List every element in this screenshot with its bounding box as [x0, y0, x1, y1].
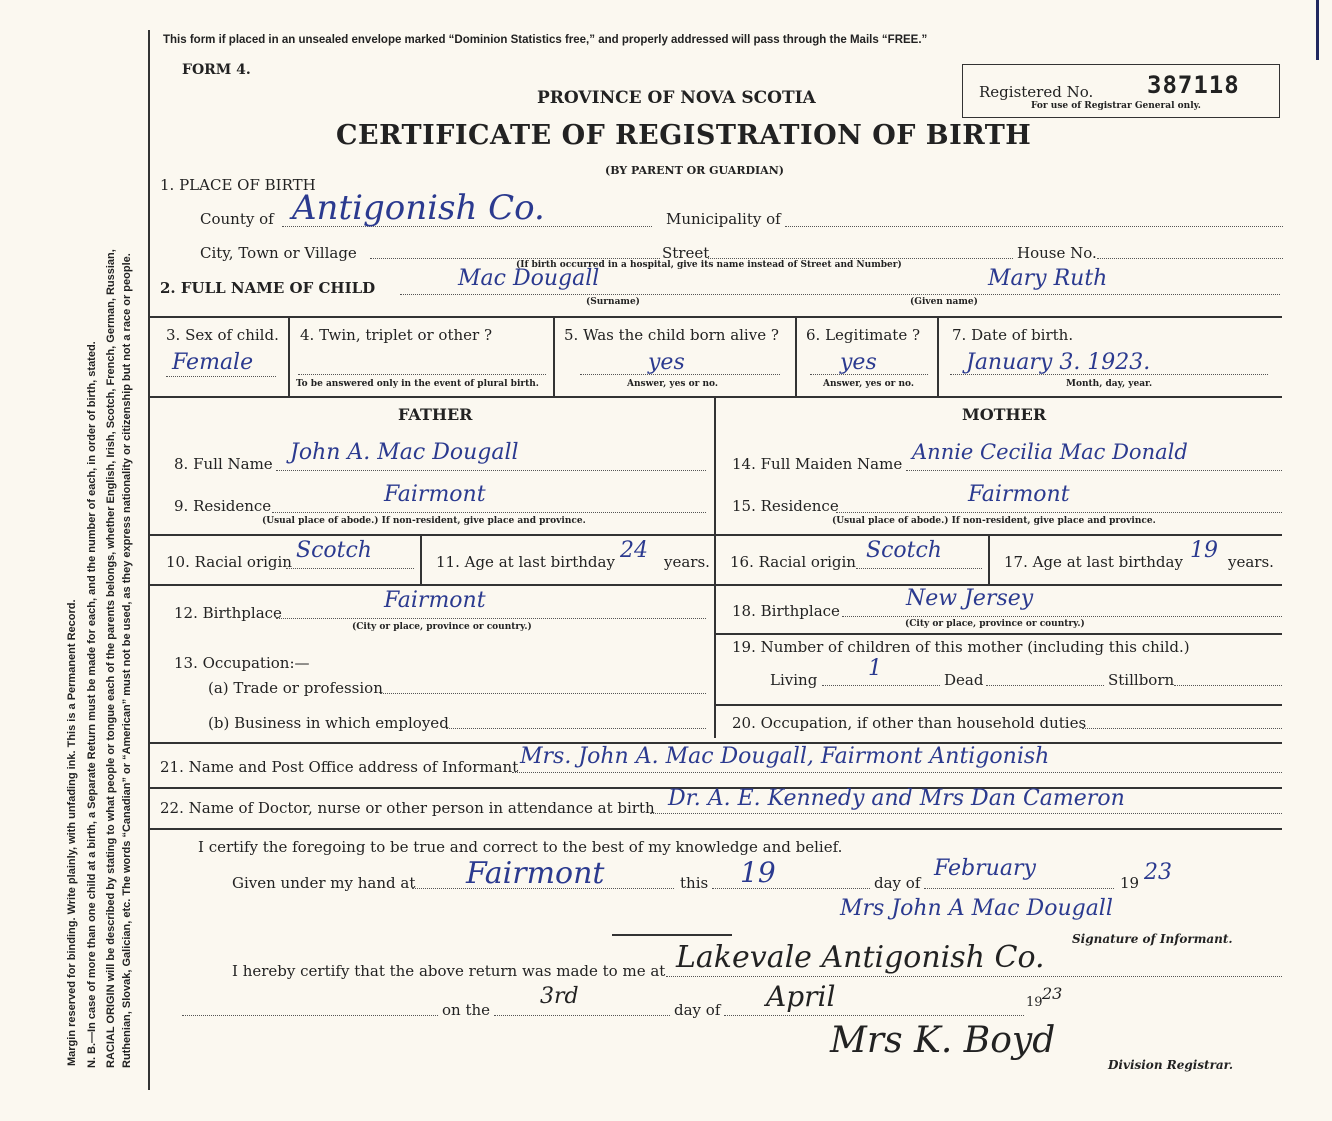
dead-line — [986, 685, 1104, 686]
margin-note: Margin reserved for binding. Write plainly, with unfading ink. This is a Permanent Record. — [66, 599, 78, 1066]
registered-number: 387118 — [1147, 71, 1240, 99]
father-residence-caption: (Usual place of abode.) If non-resident, give place and province. — [262, 516, 586, 526]
mother-age-value: 19 — [1190, 538, 1218, 563]
parents-divider — [714, 398, 716, 738]
sex-label: 3. Sex of child. — [166, 326, 279, 344]
municipality-line — [785, 226, 1283, 227]
city-line — [370, 258, 660, 259]
registrar-caption: Division Registrar. — [1108, 1058, 1234, 1072]
child-surname: Mac Dougall — [458, 266, 600, 291]
mother-residence-label: 15. Residence — [732, 497, 839, 515]
father-name-label: 8. Full Name — [174, 455, 273, 473]
given-caption: (Given name) — [910, 297, 978, 307]
page-subtitle: (BY PARENT OR GUARDIAN) — [605, 164, 784, 177]
registered-box — [962, 64, 1280, 118]
mailing-note: This form if placed in an unsealed envelope marked “Dominion Statistics free,” and properly addressed will pass through the Mails “FREE.” — [163, 34, 928, 46]
mother-race-line — [856, 568, 982, 569]
mother-name-label: 14. Full Maiden Name — [732, 455, 903, 473]
father-race-bottom-rule — [150, 584, 714, 586]
father-age-unit: years. — [664, 553, 710, 571]
dob-label: 7. Date of birth. — [952, 326, 1074, 344]
twin-caption: To be answered only in the event of plural birth. — [296, 379, 539, 389]
dead-label: Dead — [944, 671, 984, 689]
children-count-label: 19. Number of children of this mother (including this child.) — [732, 638, 1190, 656]
alive-value: yes — [648, 350, 685, 375]
row3-bottom-rule — [150, 396, 1282, 398]
racial-note-2: Ruthenian, Slovak, Galician, etc. The words “Canadian” or “American” must not be used, as they express nationality or citizenship but not a race or people. — [121, 253, 133, 1068]
father-race-divider — [420, 534, 422, 584]
father-race-label: 10. Racial origin — [166, 553, 292, 571]
registrar-month-value: April — [766, 980, 836, 1013]
ink-stroke — [1316, 0, 1319, 60]
business-line — [446, 728, 706, 729]
stillborn-label: Stillborn — [1108, 671, 1175, 689]
child-name-label: 2. FULL NAME OF CHILD — [160, 279, 376, 297]
mother-birthplace-value: New Jersey — [906, 586, 1034, 611]
registrar-day-value: 3rd — [540, 984, 579, 1009]
informant-signature-caption: Signature of Informant. — [1072, 932, 1233, 946]
father-residence-value: Fairmont — [384, 482, 486, 507]
mother-age-label: 17. Age at last birthday — [1004, 553, 1183, 571]
father-residence-line — [272, 512, 706, 513]
row3-divider-4 — [937, 316, 939, 396]
municipality-label: Municipality of — [666, 210, 781, 228]
legitimate-line — [810, 374, 928, 375]
mother-residence-caption: (Usual place of abode.) If non-resident, give place and province. — [832, 516, 1156, 526]
father-name-line — [276, 470, 706, 471]
city-label: City, Town or Village — [200, 244, 357, 262]
given-place-value: Fairmont — [466, 856, 605, 891]
page-title: CERTIFICATE OF REGISTRATION OF BIRTH — [336, 120, 1032, 151]
informant-value: Mrs. John A. Mac Dougall, Fairmont Antigonish — [520, 744, 1050, 769]
house-line — [1097, 258, 1283, 259]
trade-line — [380, 693, 706, 694]
registrar-year-value: 23 — [1042, 984, 1063, 1003]
child-name-line — [400, 294, 1280, 295]
province-heading: PROVINCE OF NOVA SCOTIA — [537, 88, 816, 108]
attendant-line — [650, 813, 1282, 814]
father-occupation-label: 13. Occupation:— — [174, 654, 310, 672]
registrar-start-line — [182, 1015, 438, 1016]
mother-age-unit: years. — [1228, 553, 1274, 571]
row3-divider-1 — [288, 316, 290, 396]
informant-label: 21. Name and Post Office address of Informant — [160, 758, 519, 776]
registrar-month-line — [724, 1015, 1024, 1016]
living-value: 1 — [868, 656, 882, 681]
registered-label: Registered No. — [979, 83, 1094, 101]
day-line — [712, 888, 870, 889]
alive-caption: Answer, yes or no. — [627, 379, 718, 389]
mother-race-value: Scotch — [866, 538, 942, 563]
mother-occupation-line — [1082, 728, 1282, 729]
dob-line — [950, 374, 1268, 375]
year-prefix: 19 — [1120, 874, 1140, 892]
twin-line — [298, 374, 546, 375]
month-line — [924, 888, 1114, 889]
side-notes — [0, 0, 160, 1121]
father-age-value: 24 — [620, 538, 648, 563]
legitimate-caption: Answer, yes or no. — [823, 379, 914, 389]
mother-race-label: 16. Racial origin — [730, 553, 856, 571]
father-age-label: 11. Age at last birthday — [436, 553, 615, 571]
stillborn-line — [1174, 685, 1282, 686]
father-residence-label: 9. Residence — [174, 497, 272, 515]
mother-race-divider — [988, 534, 990, 584]
hospital-note: (If birth occurred in a hospital, give its name instead of Street and Number) — [516, 260, 902, 270]
county-value: Antigonish Co. — [292, 188, 545, 228]
living-label: Living — [770, 671, 818, 689]
father-birthplace-line — [276, 618, 706, 619]
children-top-rule — [716, 633, 1282, 635]
trade-label: (a) Trade or profession — [208, 679, 383, 697]
informant-line — [512, 772, 1282, 773]
mother-race-top-rule — [716, 534, 1282, 536]
father-race-line — [286, 568, 414, 569]
registrar-day-line — [494, 1015, 670, 1016]
registrar-statement: I hereby certify that the above return was made to me at — [232, 962, 666, 980]
mother-birthplace-line — [842, 616, 1282, 617]
registrar-place-value: Lakevale Antigonish Co. — [676, 940, 1045, 975]
left-border — [148, 30, 150, 1090]
business-label: (b) Business in which employed — [208, 714, 449, 732]
occupation-top-rule — [716, 704, 1282, 706]
separator-rule — [612, 934, 732, 936]
mother-residence-value: Fairmont — [968, 482, 1070, 507]
this-label: this — [680, 874, 709, 892]
informant-signature: Mrs John A Mac Dougall — [840, 896, 1113, 921]
place-of-birth-label: 1. PLACE OF BIRTH — [160, 176, 316, 194]
registrar-year-prefix: 19 — [1026, 995, 1043, 1010]
father-birthplace-value: Fairmont — [384, 588, 486, 613]
nb-note: N. B.—In case of more than one child at a birth, a Separate Return must be made for each, and the number of each, in order of birth, stated. — [86, 341, 98, 1068]
living-line — [822, 685, 940, 686]
registrar-signature: Mrs K. Boyd — [830, 1020, 1056, 1061]
father-race-value: Scotch — [296, 538, 372, 563]
on-the-label: on the — [442, 1001, 491, 1019]
form-number: FORM 4. — [182, 62, 251, 78]
mother-occupation-label: 20. Occupation, if other than household duties — [732, 714, 1087, 732]
attendant-rule — [150, 828, 1282, 830]
row3-divider-2 — [553, 316, 555, 396]
mother-heading: MOTHER — [962, 405, 1047, 424]
racial-note-1: RACIAL ORIGIN will be described by stating to what people or tongue each of the parents belongs, whether English, Irish, Scotch, French, German, Russian, — [105, 249, 117, 1068]
alive-line — [580, 374, 780, 375]
registrar-day-of-label: day of — [674, 1001, 721, 1019]
day-value: 19 — [740, 856, 776, 889]
dob-caption: Month, day, year. — [1066, 379, 1153, 389]
row3-divider-3 — [795, 316, 797, 396]
dob-value: January 3. 1923. — [966, 350, 1151, 375]
street-line — [708, 258, 1013, 259]
registrar-place-line — [666, 976, 1282, 977]
surname-caption: (Surname) — [586, 297, 640, 307]
certify-statement: I certify the foregoing to be true and correct to the best of my knowledge and belief. — [198, 838, 843, 856]
given-under-label: Given under my hand at — [232, 874, 416, 892]
registrar-note: For use of Registrar General only. — [1031, 101, 1201, 111]
county-label: County of — [200, 210, 274, 228]
attendant-label: 22. Name of Doctor, nurse or other person in attendance at birth — [160, 799, 655, 817]
mother-name-value: Annie Cecilia Mac Donald — [912, 440, 1188, 464]
row3-top-rule — [150, 316, 1282, 318]
alive-label: 5. Was the child born alive ? — [564, 326, 779, 344]
father-birthplace-label: 12. Birthplace — [174, 604, 282, 622]
street-label: Street — [662, 244, 710, 262]
sex-value: Female — [172, 350, 254, 375]
father-birthplace-caption: (City or place, province or country.) — [352, 622, 532, 632]
legitimate-value: yes — [840, 350, 877, 375]
mother-name-line — [906, 470, 1282, 471]
father-heading: FATHER — [398, 405, 473, 424]
sex-line — [166, 376, 276, 377]
attendant-value: Dr. A. E. Kennedy and Mrs Dan Cameron — [668, 786, 1125, 811]
day-of-label: day of — [874, 874, 921, 892]
mother-birthplace-label: 18. Birthplace — [732, 602, 840, 620]
father-name-value: John A. Mac Dougall — [290, 440, 519, 465]
twin-label: 4. Twin, triplet or other ? — [300, 326, 492, 344]
child-given-name: Mary Ruth — [988, 266, 1108, 291]
legitimate-label: 6. Legitimate ? — [806, 326, 921, 344]
mother-birthplace-caption: (City or place, province or country.) — [905, 619, 1085, 629]
house-label: House No. — [1017, 244, 1097, 262]
mother-residence-line — [836, 512, 1282, 513]
father-race-top-rule — [150, 534, 714, 536]
year-value: 23 — [1144, 860, 1172, 885]
month-value: February — [934, 856, 1036, 881]
